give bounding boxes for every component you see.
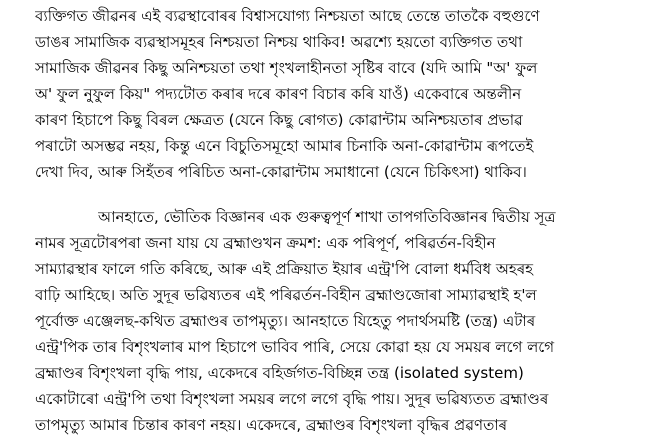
paragraph-2-line-4: বাঢ়ি আহিছে। অতি সুদূৰ ভৱিষ্যতৰ এই পৰিৱৰ্তন-বিহীন ব্ৰহ্মাণ্ডজোৰা সাম্যাৱস্থাই হ'ল (35, 286, 537, 304)
paragraph-1-line-5: কাৰণ হিচাপে কিছু বিৰল ক্ষেত্ৰত (যেনে কিছু ৰোগত) কোৱান্টাম অনিশ্চয়তাৰ প্ৰভাৱ (35, 111, 523, 129)
paragraph-2-line-3: সাম্যাৱস্থাৰ ফালে গতি কৰিছে, আৰু এই প্ৰক্ৰিয়াত ইয়াৰ এন্ট্ৰ'পি বোলা ধৰ্মবিধ অহৰহ (35, 260, 534, 278)
paragraph-1-line-4: অ' ফুল নুফুল কিয়" পদ্যটোত কৰাৰ দৰে কাৰণ বিচাৰ কৰি যাওঁ) একেবাৰে অন্তলীন (35, 85, 522, 103)
paragraph-1-line-1: ব্যক্তিগত জীৱনৰ এই ব্যৱস্থাবোৰৰ বিশ্বাসযোগ্য নিশ্চয়তা আছে তেন্তে তাতকৈ বহুগুণে (35, 7, 540, 25)
paragraph-2-line-6: এন্ট্ৰ'পিক তাৰ বিশৃংখলাৰ মাপ হিচাপে ভাবিব পাৰি, সেয়ে কোৱা হয় যে সময়ৰ লগে লগে (35, 338, 555, 356)
paragraph-2-line-7: ব্ৰহ্মাণ্ডৰ বিশৃংখলা বৃদ্ধি পায়, একেদৰে বহিৰ্জগত-বিচ্ছিন্ন তন্ত্ৰ (isolated system) (35, 364, 524, 382)
paragraph-2-line-1: আনহাতে, ভৌতিক বিজ্ঞানৰ এক গুৰুত্বপূৰ্ণ শাখা তাপগতিবিজ্ঞানৰ দ্বিতীয় সূত্ৰ (98, 208, 556, 226)
paragraph-1-line-7: দেখা দিব, আৰু সিহঁতৰ পৰিচিত অনা-কোৱান্টাম সমাধানো (যেনে চিকিৎসা) থাকিব। (35, 163, 527, 181)
paragraph-2-line-5: পূৰ্বোক্ত এঞ্জেলছ-কথিত ব্ৰহ্মাণ্ডৰ তাপমৃত্যু। আনহাতে যিহেতু পদাৰ্থসমষ্টি (তন্ত্ৰ) এটাৰ (35, 312, 536, 330)
paragraph-1-line-2: ডাঙৰ সামাজিক ব্যৱস্থাসমূহৰ নিশ্চয়তা নিশ্চয় থাকিব! অৱশ্যে হয়তো ব্যক্তিগত তথা (35, 33, 523, 51)
paragraph-1-line-3: সামাজিক জীৱনৰ কিছু অনিশ্চয়তা তথা শৃংখলাহীনতা সৃষ্টিৰ বাবে (যদি আমি "অ' ফুল (35, 59, 538, 77)
paragraph-2-line-8: একোটাৰো এন্ট্ৰ'পি তথা বিশৃংখলা সময়ৰ লগে লগে বৃদ্ধি পায়। সুদূৰ ভৱিষ্যতত ব্ৰহ্মাণ্ডৰ (35, 390, 549, 408)
paragraph-1-line-6: পৰাটো অসম্ভৱ নহয়, কিন্তু এনে বিচুতিসমূহো আমাৰ চিনাকি অনা-কোৱান্টাম ৰূপতেই (35, 137, 534, 155)
paragraph-2-line-9: তাপমৃত্যু আমাৰ চিন্তাৰ কাৰণ নহয়। একেদৰে, ব্ৰহ্মাণ্ডৰ বিশৃংখলা বৃদ্ধিৰ প্ৰৱণতাৰ (35, 416, 508, 434)
paragraph-2-line-2: নামৰ সূত্ৰটোৰপৰা জনা যায় যে ব্ৰহ্মাণ্ডখন ক্ৰমশ: এক পৰিপূৰ্ণ, পৰিৱৰ্তন-বিহীন (35, 234, 496, 252)
